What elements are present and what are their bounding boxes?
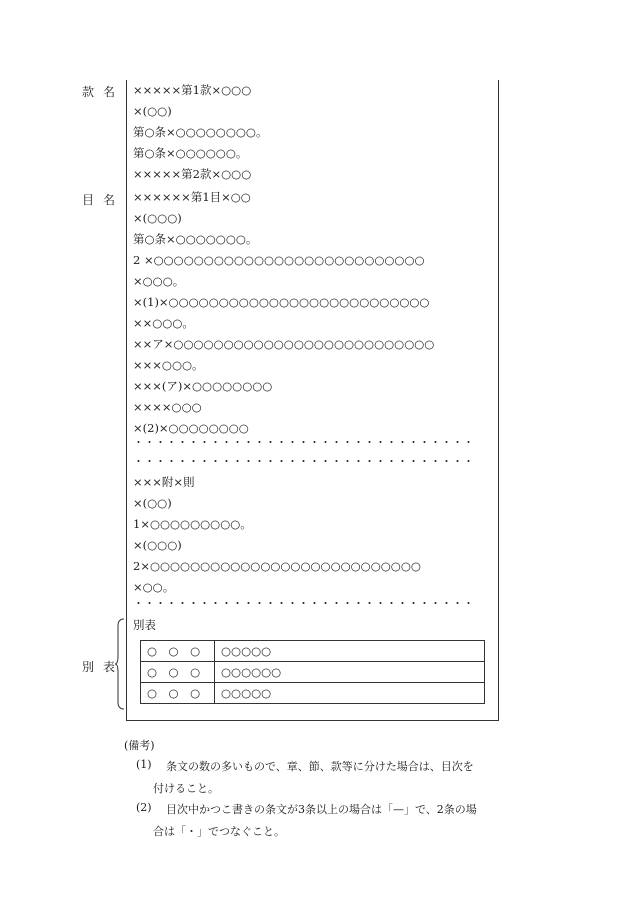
label-char: 款 xyxy=(82,85,95,99)
note-text: 条文の数の多いもので、章、節、款等に分けた場合は、目次を xyxy=(166,760,474,773)
table-cell: ○○○○○ xyxy=(215,683,485,704)
text-line: ×(2)×○○○○○○○○ xyxy=(133,421,249,435)
text-line: ×(○○) xyxy=(133,104,172,118)
curly-brace-icon xyxy=(115,618,125,710)
text-line: ×××附×則 xyxy=(133,475,195,489)
text-line: ×(○○○) xyxy=(133,211,182,225)
note-number: (1) xyxy=(136,758,152,771)
note-text: 目次中かつこ書きの条文が3条以上の場合は「—」で、2条の場 xyxy=(166,803,477,816)
table-cell: ○○○○○○ xyxy=(215,662,485,683)
text-line: ×○○○。 xyxy=(133,274,185,288)
text-line: ×××××第1款×○○○ xyxy=(133,83,252,97)
table-cell: ○○○○○ xyxy=(215,641,485,662)
label-char: 名 xyxy=(103,85,116,99)
label-kanmei xyxy=(82,83,115,100)
note-text: 合は「・」でつなぐこと。 xyxy=(153,825,285,838)
table-row xyxy=(141,641,485,662)
text-line: ×××○○○。 xyxy=(133,358,204,372)
ellipsis-dots: ・・・・・・・・・・・・・・・・・・・・・・・・・・・・・・・ xyxy=(133,437,474,449)
text-line: ×××(ア)×○○○○○○○○ xyxy=(133,379,273,393)
ellipsis-dots: ・・・・・・・・・・・・・・・・・・・・・・・・・・・・・・・ xyxy=(133,598,474,610)
text-line: ××××○○○ xyxy=(133,400,202,414)
ellipsis-dots: ・・・・・・・・・・・・・・・・・・・・・・・・・・・・・・・ xyxy=(133,456,474,468)
note-text: 付けること。 xyxy=(153,782,219,795)
text-line: 第○条×○○○○○○○○。 xyxy=(133,125,268,139)
text-line: ×××××第2款×○○○ xyxy=(133,167,252,181)
text-line: 第○条×○○○○○○。 xyxy=(133,146,248,160)
label-char: 表 xyxy=(103,660,116,674)
text-line: ××○○○。 xyxy=(133,316,194,330)
table-cell: ○ ○ ○ xyxy=(141,662,215,683)
table-row xyxy=(141,662,485,683)
note-number: (2) xyxy=(136,801,152,814)
label-mokumei xyxy=(82,191,115,208)
notes-heading: (備考) xyxy=(124,739,155,752)
text-line: ×(1)×○○○○○○○○○○○○○○○○○○○○○○○○○○ xyxy=(133,295,430,309)
beppyo-table xyxy=(140,640,485,704)
text-line: ×(○○○) xyxy=(133,538,182,552)
table-cell: ○ ○ ○ xyxy=(141,641,215,662)
text-line: 1×○○○○○○○○○。 xyxy=(133,517,252,531)
text-line: ×○○。 xyxy=(133,580,175,594)
label-beppyo xyxy=(82,658,115,675)
beppyo-title: 別表 xyxy=(133,618,156,632)
label-char: 別 xyxy=(82,660,95,674)
table-row xyxy=(141,683,485,704)
label-char: 名 xyxy=(103,193,116,207)
text-line: ××ア×○○○○○○○○○○○○○○○○○○○○○○○○○○ xyxy=(133,337,435,351)
text-line: 2×○○○○○○○○○○○○○○○○○○○○○○○○○○○ xyxy=(133,559,421,573)
text-line: 第○条×○○○○○○○。 xyxy=(133,232,258,246)
text-line: 2 ×○○○○○○○○○○○○○○○○○○○○○○○○○○○ xyxy=(133,253,425,267)
text-line: ×(○○) xyxy=(133,496,172,510)
label-char: 目 xyxy=(82,193,95,207)
table-cell: ○ ○ ○ xyxy=(141,683,215,704)
text-line: ××××××第1目×○○ xyxy=(133,190,251,204)
